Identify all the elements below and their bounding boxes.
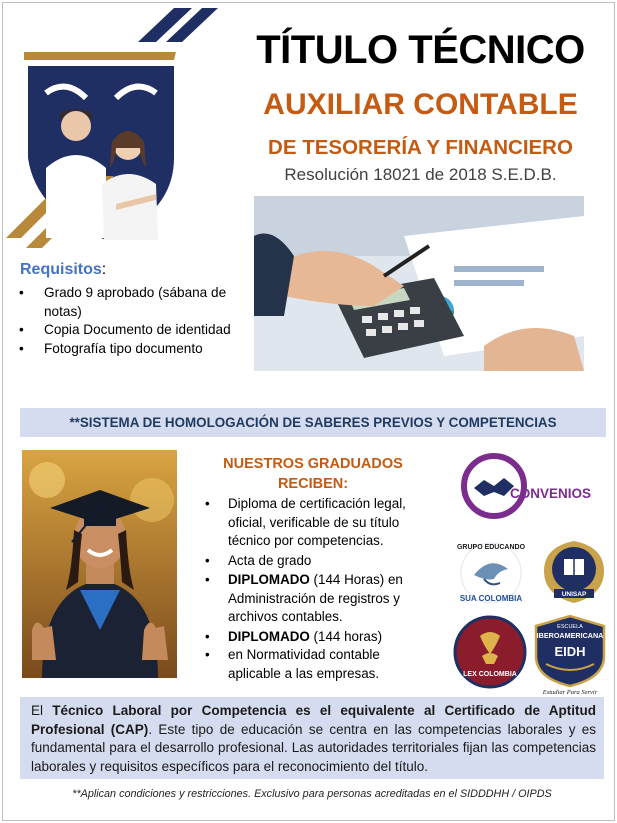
page-title: TÍTULO TÉCNICO <box>256 28 585 72</box>
unisap-logo <box>540 535 608 607</box>
cap-equivalence-info <box>20 697 604 779</box>
benefit-text: (144 horas) <box>309 628 383 644</box>
eidh-logo <box>530 612 610 696</box>
sua-top-text: GRUPO EDUCANDO <box>456 544 526 551</box>
sua-bottom-text: SUA COLOMBIA <box>459 594 523 603</box>
benefit-item: • Diploma de certificación legal, oficial, verificable de su título técnico por competencias. <box>198 495 423 551</box>
benefit-bold: DIPLOMADO <box>228 572 310 587</box>
benefit-item <box>198 571 423 627</box>
institution-logo-with-students <box>6 8 231 248</box>
eidh-top-text: ESCUELA <box>557 624 583 630</box>
lex-colombia-logo <box>452 614 528 690</box>
benefit-item: • Acta de grado <box>198 552 423 571</box>
homologation-banner: **SISTEMA DE HOMOLOGACIÓN DE SABERES PREVIOS Y COMPETENCIAS <box>20 408 606 437</box>
requirements-list <box>14 284 234 358</box>
graduates-title-line1: NUESTROS GRADUADOS <box>223 456 403 472</box>
benefit-text: (144 Horas) en Administración de registros y archivos contables. <box>228 572 403 624</box>
graduates-benefits-list <box>198 495 423 683</box>
convenios-text: CONVENIOS <box>510 486 592 501</box>
disclaimer: **Aplican condiciones y restricciones. Exclusivo para personas acreditadas en el SIDDDHH / OIPDS <box>72 788 552 800</box>
graduates-title-line2: RECIBEN: <box>277 476 349 492</box>
program-specialty: DE TESORERÍA Y FINANCIERO <box>268 136 573 159</box>
info-lead: El <box>31 703 53 718</box>
requirements-title-colon: : <box>101 261 107 278</box>
program-name: AUXILIAR CONTABLE <box>263 88 578 121</box>
requirement-item: • Fotografía tipo documento <box>14 340 234 359</box>
unisap-text: UNISAP <box>561 591 587 598</box>
eidh-motto-text: Estudiar Para Servir <box>542 689 598 696</box>
benefit-bold: DIPLOMADO <box>228 628 310 644</box>
requirements-title <box>20 261 106 279</box>
convenios-logo <box>460 452 600 524</box>
requirement-item: • Grado 9 aprobado (sábana de notas) <box>14 284 234 321</box>
graduate-photo <box>22 450 177 678</box>
info-bold: Técnico Laboral por Competencia es el equivalente al Certificado de Aptitud Profesional (CAP) <box>31 703 596 737</box>
info-text: . Este tipo de educación se centra en las competencias laborales y es fundamental para el desarrollo profesional. Las autoridades territoriales fijan las competencias laborales y requisitos específicos para el reconocimiento del título. <box>31 721 597 774</box>
benefit-item: • en Normatividad contable aplicable a las empresas. <box>198 646 423 683</box>
sua-colombia-logo <box>450 535 532 607</box>
graduates-title <box>208 454 418 494</box>
requirements-title-text: Requisitos <box>20 261 102 278</box>
accounting-calculator-photo <box>254 196 584 371</box>
eidh-mid-text: IBEROAMERICANA <box>536 631 604 640</box>
eidh-code-text: EIDH <box>554 644 586 659</box>
benefit-item <box>198 628 423 647</box>
requirement-item: • Copia Documento de identidad <box>14 321 234 340</box>
lex-text: LEX COLOMBIA <box>463 671 517 678</box>
resolution-text: Resolución 18021 de 2018 S.E.D.B. <box>284 165 557 184</box>
